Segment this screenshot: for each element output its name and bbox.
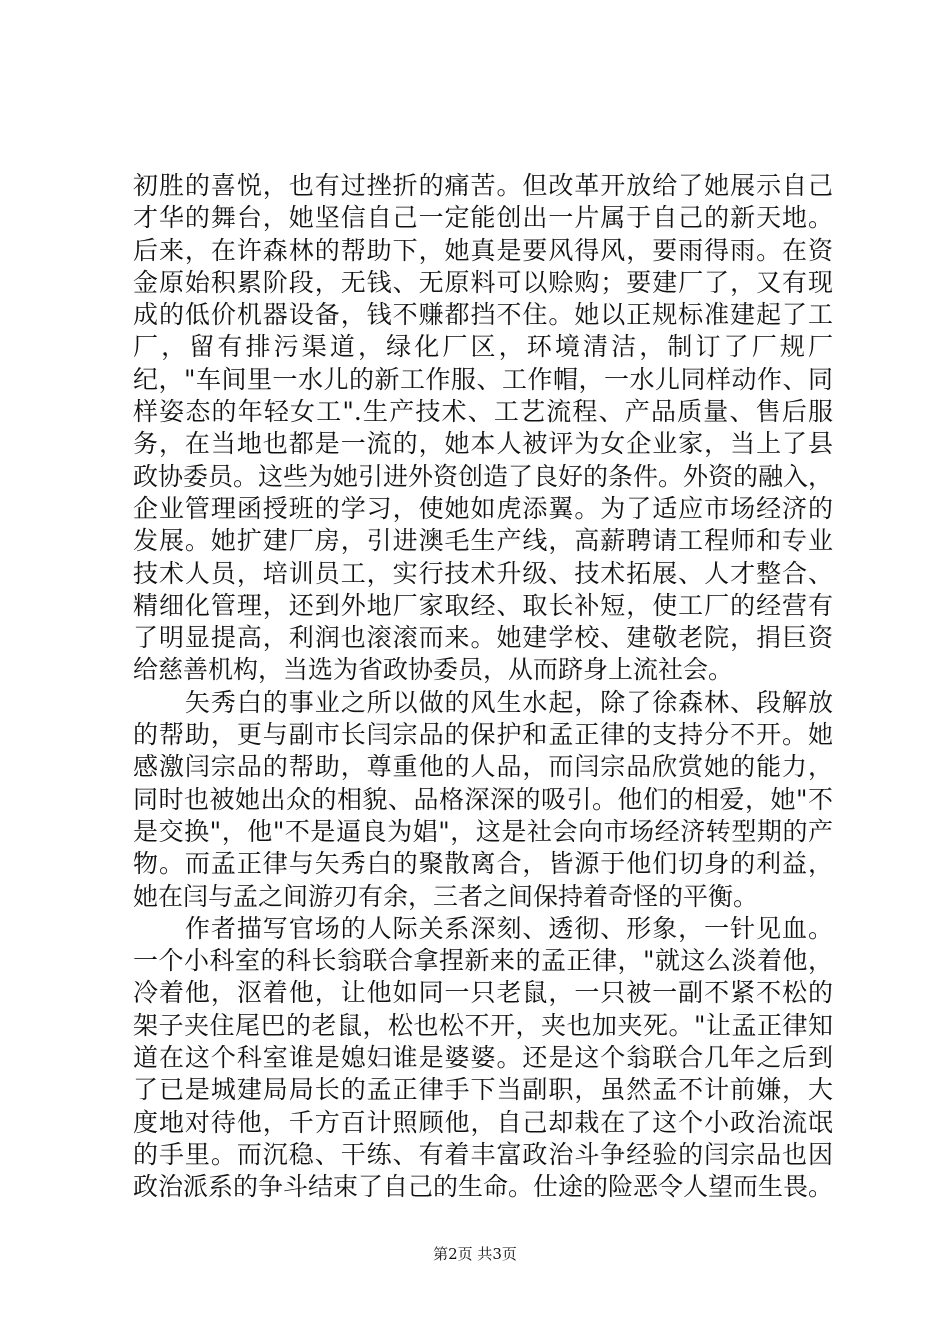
text-line: 度地对待他，千方百计照顾他，自己却栽在了这个小政治流氓 <box>133 1107 833 1137</box>
text-line: 一个小科室的科长翁联合拿捏新来的孟正律，"就这么淡着他， <box>133 946 833 976</box>
text-line: 金原始积累阶段，无钱、无原料可以赊购；要建厂了，又有现 <box>133 267 833 297</box>
text-line: 感激闫宗品的帮助，尊重他的人品，而闫宗品欣赏她的能力， <box>133 752 833 782</box>
text-line: 纪，"车间里一水儿的新工作服、工作帽，一水儿同样动作、同 <box>133 364 833 394</box>
text-line: 架子夹住尾巴的老鼠，松也松不开，夹也加夹死。"让孟正律知 <box>133 1010 833 1040</box>
page-footer <box>0 1244 950 1264</box>
text-line: 初胜的喜悦，也有过挫折的痛苦。但改革开放给了她展示自己 <box>133 171 833 200</box>
text-line: 厂，留有排污渠道，绿化厂区，环境清洁，制订了厂规厂 <box>133 332 833 362</box>
text-line: 成的低价机器设备，钱不赚都挡不住。她以正规标准建起了工 <box>133 300 833 330</box>
text-line: 了明显提高，利润也滚滚而来。她建学校、建敬老院，捐巨资 <box>133 623 833 653</box>
text-line: 政治派系的争斗结束了自己的生命。仕途的险恶令人望而生畏。 <box>133 1172 834 1202</box>
text-line: 道在这个科室谁是媳妇谁是婆婆。还是这个翁联合几年之后到 <box>133 1043 833 1073</box>
page-number-label: 第2页 共3页 <box>433 1245 517 1263</box>
document-body <box>133 170 833 1204</box>
text-line: 作者描写官场的人际关系深刻、透彻、形象，一针见血。 <box>133 913 833 943</box>
text-line: 企业管理函授班的学习，使她如虎添翼。为了适应市场经济的 <box>133 493 833 523</box>
text-line: 精细化管理，还到外地厂家取经、取长补短，使工厂的经营有 <box>133 590 833 620</box>
text-line: 同时也被她出众的相貌、品格深深的吸引。他们的相爱，她"不 <box>133 784 833 814</box>
text-line: 给慈善机构，当选为省政协委员，从而跻身上流社会。 <box>133 655 734 685</box>
text-line: 她在闫与孟之间游刃有余，三者之间保持着奇怪的平衡。 <box>133 881 759 911</box>
text-line: 政协委员。这些为她引进外资创造了良好的条件。外资的融入， <box>133 461 834 491</box>
text-line: 技术人员，培训员工，实行技术升级、技术拓展、人才整合、 <box>133 558 833 588</box>
text-line: 的帮助，更与副市长闫宗品的保护和孟正律的支持分不开。她 <box>133 720 833 750</box>
text-line: 后来，在许森林的帮助下，她真是要风得风，要雨得雨。在资 <box>133 235 833 265</box>
text-line: 务，在当地也都是一流的，她本人被评为女企业家，当上了县 <box>133 429 833 459</box>
text-line: 冷着他，沤着他，让他如同一只老鼠，一只被一副不紧不松的 <box>133 978 833 1008</box>
text-line: 的手里。而沉稳、干练、有着丰富政治斗争经验的闫宗品也因 <box>133 1139 833 1169</box>
text-line: 物。而孟正律与矢秀白的聚散离合，皆源于他们切身的利益， <box>133 849 833 879</box>
text-line: 了已是城建局局长的孟正律手下当副职，虽然孟不计前嫌，大 <box>133 1075 833 1105</box>
text-line: 矢秀白的事业之所以做的风生水起，除了徐森林、段解放 <box>133 687 833 717</box>
text-line: 发展。她扩建厂房，引进澳毛生产线，高薪聘请工程师和专业 <box>133 526 833 556</box>
text-line: 是交换"，他"不是逼良为娼"，这是社会向市场经济转型期的产 <box>133 816 833 846</box>
text-line: 才华的舞台，她坚信自己一定能创出一片属于自己的新天地。 <box>133 203 833 233</box>
text-line: 样姿态的年轻女工".生产技术、工艺流程、产品质量、售后服 <box>133 397 833 427</box>
